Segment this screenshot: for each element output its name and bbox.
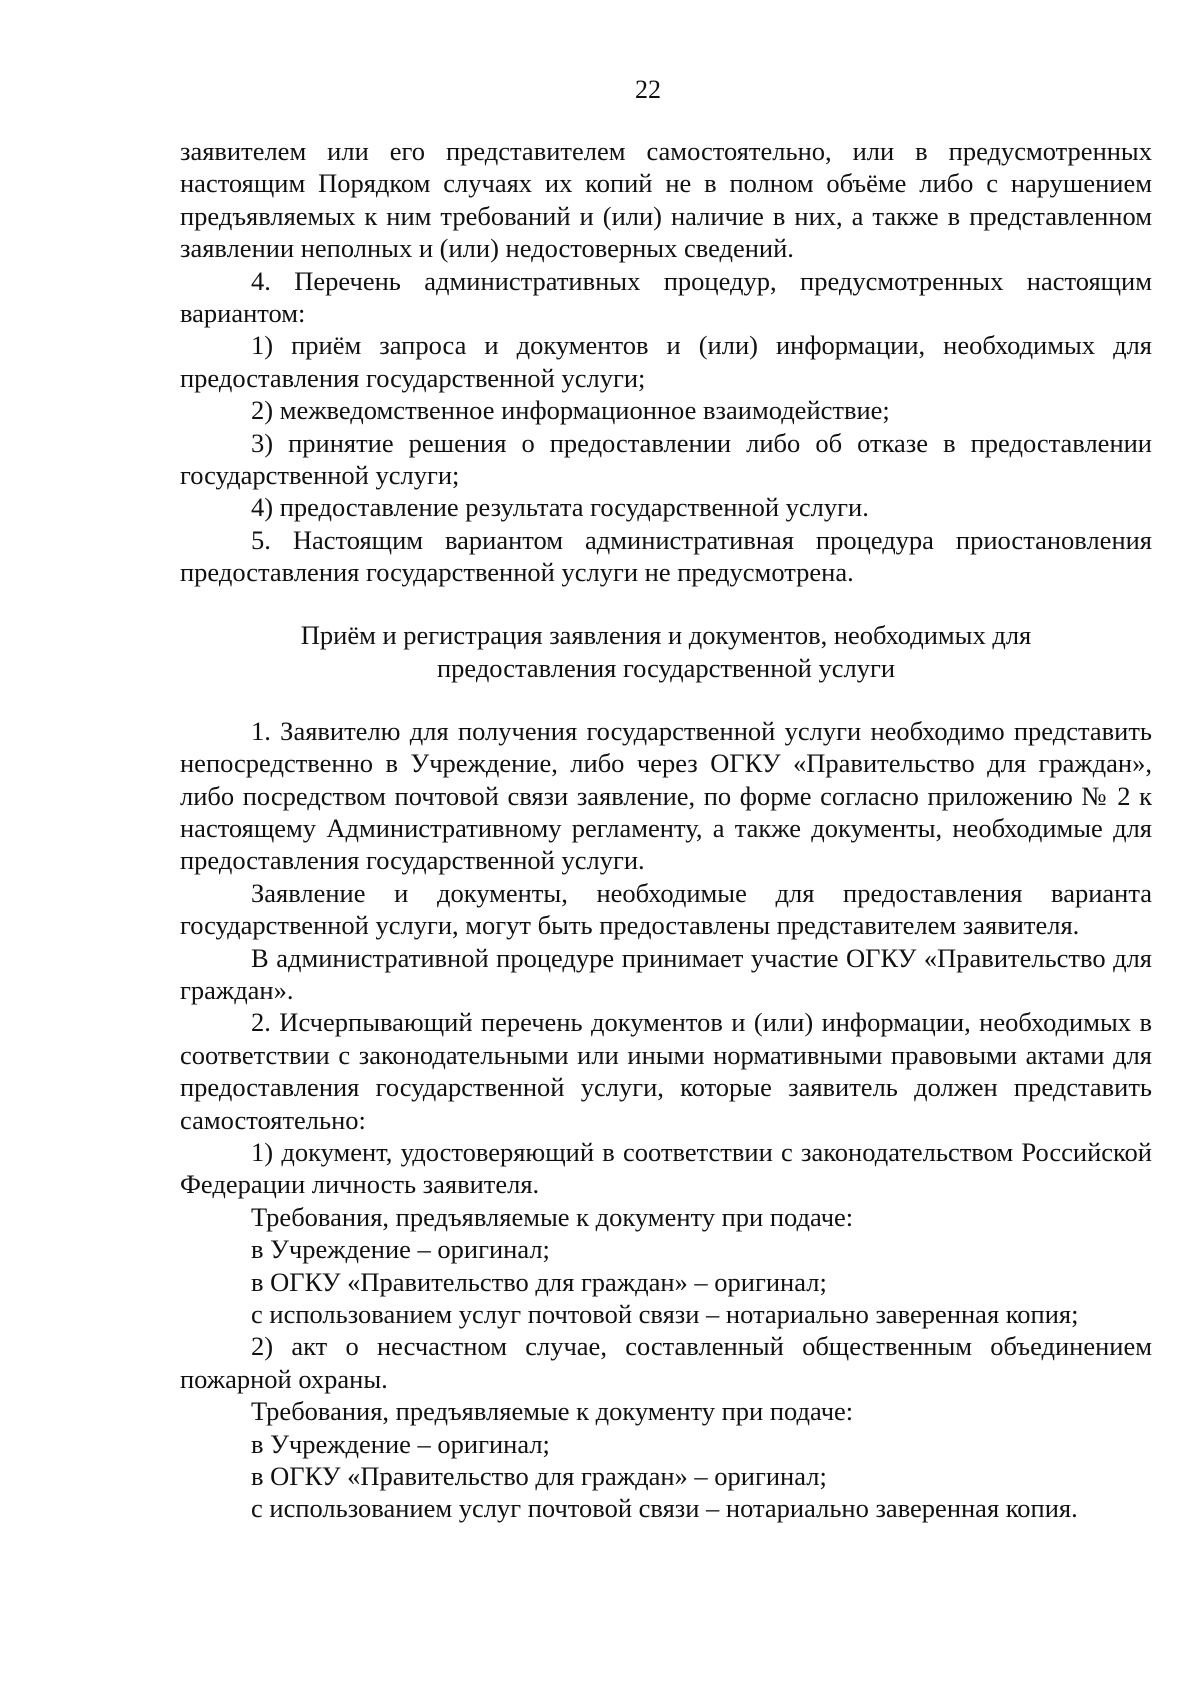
paragraph: В административной процедуре принимает участие ОГКУ «Правительство для граждан». (180, 942, 1152, 1005)
spacer (180, 685, 1152, 715)
page-content (180, 135, 1152, 1525)
paragraph: 1. Заявителю для получения государственной услуги необходимо представить непосредственно в Учреждение, либо через ОГКУ «Правительство для граждан», либо посредством почтовой связи заявление, по форме согласно приложению № 2 к настоящему Административному регламенту, а также документы, необходимые для предоставления государственной услуги. (180, 715, 1152, 876)
paragraph: 3) принятие решения о предоставлении либо об отказе в предоставлении государственной услуги; (180, 427, 1152, 491)
paragraph: в ОГКУ «Правительство для граждан» – оригинал; (251, 1266, 827, 1297)
paragraph: 5. Настоящим вариантом административная процедура приостановления предоставления государственной услуги не предусмотрена. (180, 524, 1152, 588)
paragraph: 4. Перечень административных процедур, предусмотренных настоящим вариантом: (180, 265, 1152, 329)
paragraph: в ОГКУ «Правительство для граждан» – оригинал; (251, 1461, 827, 1492)
paragraph: Заявление и документы, необходимые для предоставления варианта государственной услуги, могут быть предоставлены представителем заявителя. (180, 877, 1152, 941)
paragraph: с использованием услуг почтовой связи – нотариально заверенная копия. (251, 1493, 1078, 1524)
paragraph: с использованием услуг почтовой связи – нотариально заверенная копия; (251, 1299, 1079, 1329)
paragraph: Требования, предъявляемые к документу при подаче: (251, 1201, 854, 1232)
section-heading (180, 619, 1152, 685)
section-heading-line-2: предоставления государственной услуги (436, 652, 896, 683)
paragraph: 2) акт о несчастном случае, составленный общественным объединением пожарной охраны. (180, 1331, 1152, 1394)
section-heading-line-1: Приём и регистрация заявления и документов, необходимых для (300, 619, 1032, 650)
text-block-reception (180, 715, 1152, 1525)
paragraph: 1) приём запроса и документов и (или) информации, необходимых для предоставления государственной услуги; (180, 330, 1152, 393)
paragraph: в Учреждение – оригинал; (251, 1428, 550, 1459)
paragraph: заявителем или его представителем самостоятельно, или в предусмотренных настоящим Порядком случаях их копий не в полном объёме либо с нарушением предъявляемых к ним требований и (или) наличие в них, а также в представленном заявлении неполных и (или) недостоверных сведений. (180, 136, 1152, 264)
paragraph: в Учреждение – оригинал; (251, 1234, 550, 1265)
paragraph: Требования, предъявляемые к документу при подаче: (251, 1396, 854, 1427)
paragraph: 4) предоставление результата государственной услуги. (251, 492, 869, 523)
page-number: 22 (635, 75, 661, 104)
paragraph: 1) документ, удостоверяющий в соответствии с законодательством Российской Федерации личность заявителя. (180, 1136, 1152, 1200)
paragraph: 2. Исчерпывающий перечень документов и (или) информации, необходимых в соответствии с законодательными или иными нормативными правовыми актами для предоставления государственной услуги, которые заявитель должен представить самостоятельно: (180, 1007, 1152, 1135)
text-block-procedures (180, 135, 1152, 589)
paragraph: 2) межведомственное информационное взаимодействие; (251, 395, 890, 426)
